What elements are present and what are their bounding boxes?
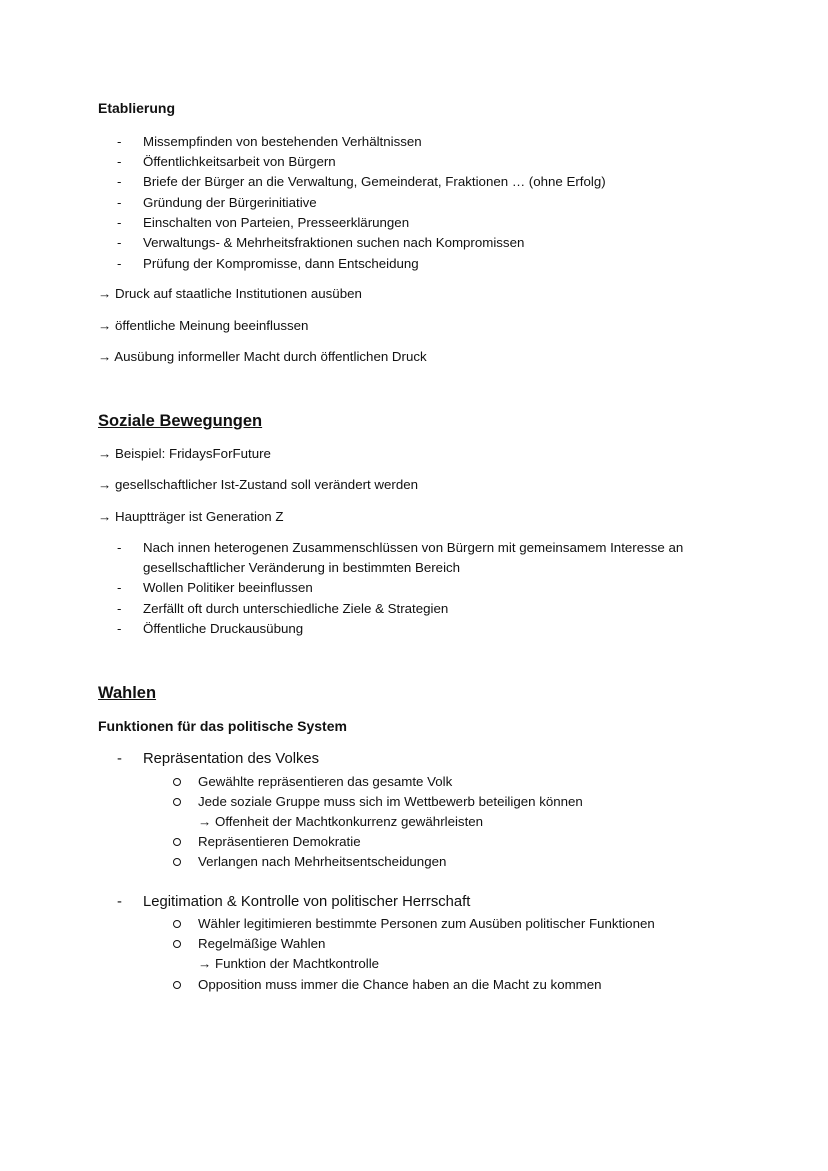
arrow-line-text: Hauptträger ist Generation Z [115,509,284,524]
list-item-text: Öffentlichkeitsarbeit von Bürgern [143,154,336,169]
arrow-line-text: öffentliche Meinung beeinflussen [115,318,309,333]
arrow-line-text: Beispiel: FridaysForFuture [115,446,271,461]
dash-bullet: - [117,174,122,189]
list-item-text: Nach innen heterogenen Zusammenschlüssen von Bürgern mit gemeinsamem Interesse an [143,540,684,555]
circle-bullet-icon [173,798,181,806]
arrow-line-text: Druck auf staatliche Institutionen ausüben [115,286,362,301]
list-item-text: Zerfällt oft durch unterschiedliche Ziele & Strategien [143,601,449,616]
wahlen-subheading: Funktionen für das politische System [98,718,347,734]
group-title-text: Legitimation & Kontrolle von politischer Herrschaft [143,894,471,910]
soziale-arrow-line [98,446,271,461]
soziale-arrow-line [98,477,418,492]
arrow-icon: → [98,477,112,492]
arrow-icon: → [198,814,212,829]
sub-arrow-text: Funktion der Machtkontrolle [215,956,380,971]
dash-bullet: - [117,195,122,210]
wahlen-sub-arrow [198,814,483,829]
circle-bullet-icon [173,940,181,948]
arrow-icon: → [98,349,112,364]
point-text: Regelmäßige Wahlen [198,936,326,951]
point-text: Verlangen nach Mehrheitsentscheidungen [198,854,447,869]
circle-bullet-icon [173,981,181,989]
circle-bullet-icon [173,778,181,786]
sub-arrow-text: Offenheit der Machtkonkurrenz gewährleisten [215,814,484,829]
etablierung-arrow-line [98,349,427,364]
dash-bullet: - [117,134,122,149]
dash-bullet: - [117,215,122,230]
dash-bullet: - [117,601,122,616]
list-item-text: Briefe der Bürger an die Verwaltung, Gemeinderat, Fraktionen … (ohne Erfolg) [143,174,606,189]
list-item-text: Einschalten von Parteien, Presseerklärungen [143,215,410,230]
arrow-icon: → [98,318,112,333]
dash-bullet: - [117,235,122,250]
dash-bullet: - [117,580,122,595]
wahlen-heading: Wahlen [98,684,157,702]
arrow-line-text: Ausübung informeller Macht durch öffentlichen Druck [114,349,427,364]
dash-bullet: - [117,621,122,636]
group-title-text: Repräsentation des Volkes [143,751,320,767]
circle-bullet-icon [173,858,181,866]
arrow-icon: → [98,286,112,301]
dash-bullet: - [117,256,122,271]
point-text: Repräsentieren Demokratie [198,834,361,849]
arrow-icon: → [98,509,112,524]
wahlen-sub-arrow [198,956,379,971]
arrow-icon: → [98,446,112,461]
list-item-text: Missempfinden von bestehenden Verhältnissen [143,134,422,149]
circle-bullet-icon [173,838,181,846]
arrow-line-text: gesellschaftlicher Ist-Zustand soll verändert werden [115,477,419,492]
point-text: Wähler legitimieren bestimmte Personen zum Ausüben politischer Funktionen [198,916,655,931]
list-item-text: Prüfung der Kompromisse, dann Entscheidung [143,256,419,271]
soziale-arrow-line [98,509,284,524]
dash-bullet: - [117,540,122,555]
soziale-bewegungen-heading: Soziale Bewegungen [98,412,263,430]
list-item-text: Öffentliche Druckausübung [143,621,304,636]
dash-bullet: - [117,894,122,910]
list-item-text: Gründung der Bürgerinitiative [143,195,317,210]
list-item-text: gesellschaftlicher Veränderung in bestimmten Bereich [143,560,461,575]
arrow-icon: → [198,956,212,971]
list-item-text: Wollen Politiker beeinflussen [143,580,313,595]
dash-bullet: - [117,154,122,169]
etablierung-heading: Etablierung [98,100,176,116]
list-item-text: Verwaltungs- & Mehrheitsfraktionen suchen nach Kompromissen [143,235,525,250]
etablierung-arrow-line [98,318,308,333]
circle-bullet-icon [173,920,181,928]
point-text: Gewählte repräsentieren das gesamte Volk [198,774,453,789]
point-text: Jede soziale Gruppe muss sich im Wettbewerb beteiligen können [198,794,583,809]
point-text: Opposition muss immer die Chance haben an die Macht zu kommen [198,977,602,992]
etablierung-arrow-line [98,286,362,301]
dash-bullet: - [117,751,122,767]
